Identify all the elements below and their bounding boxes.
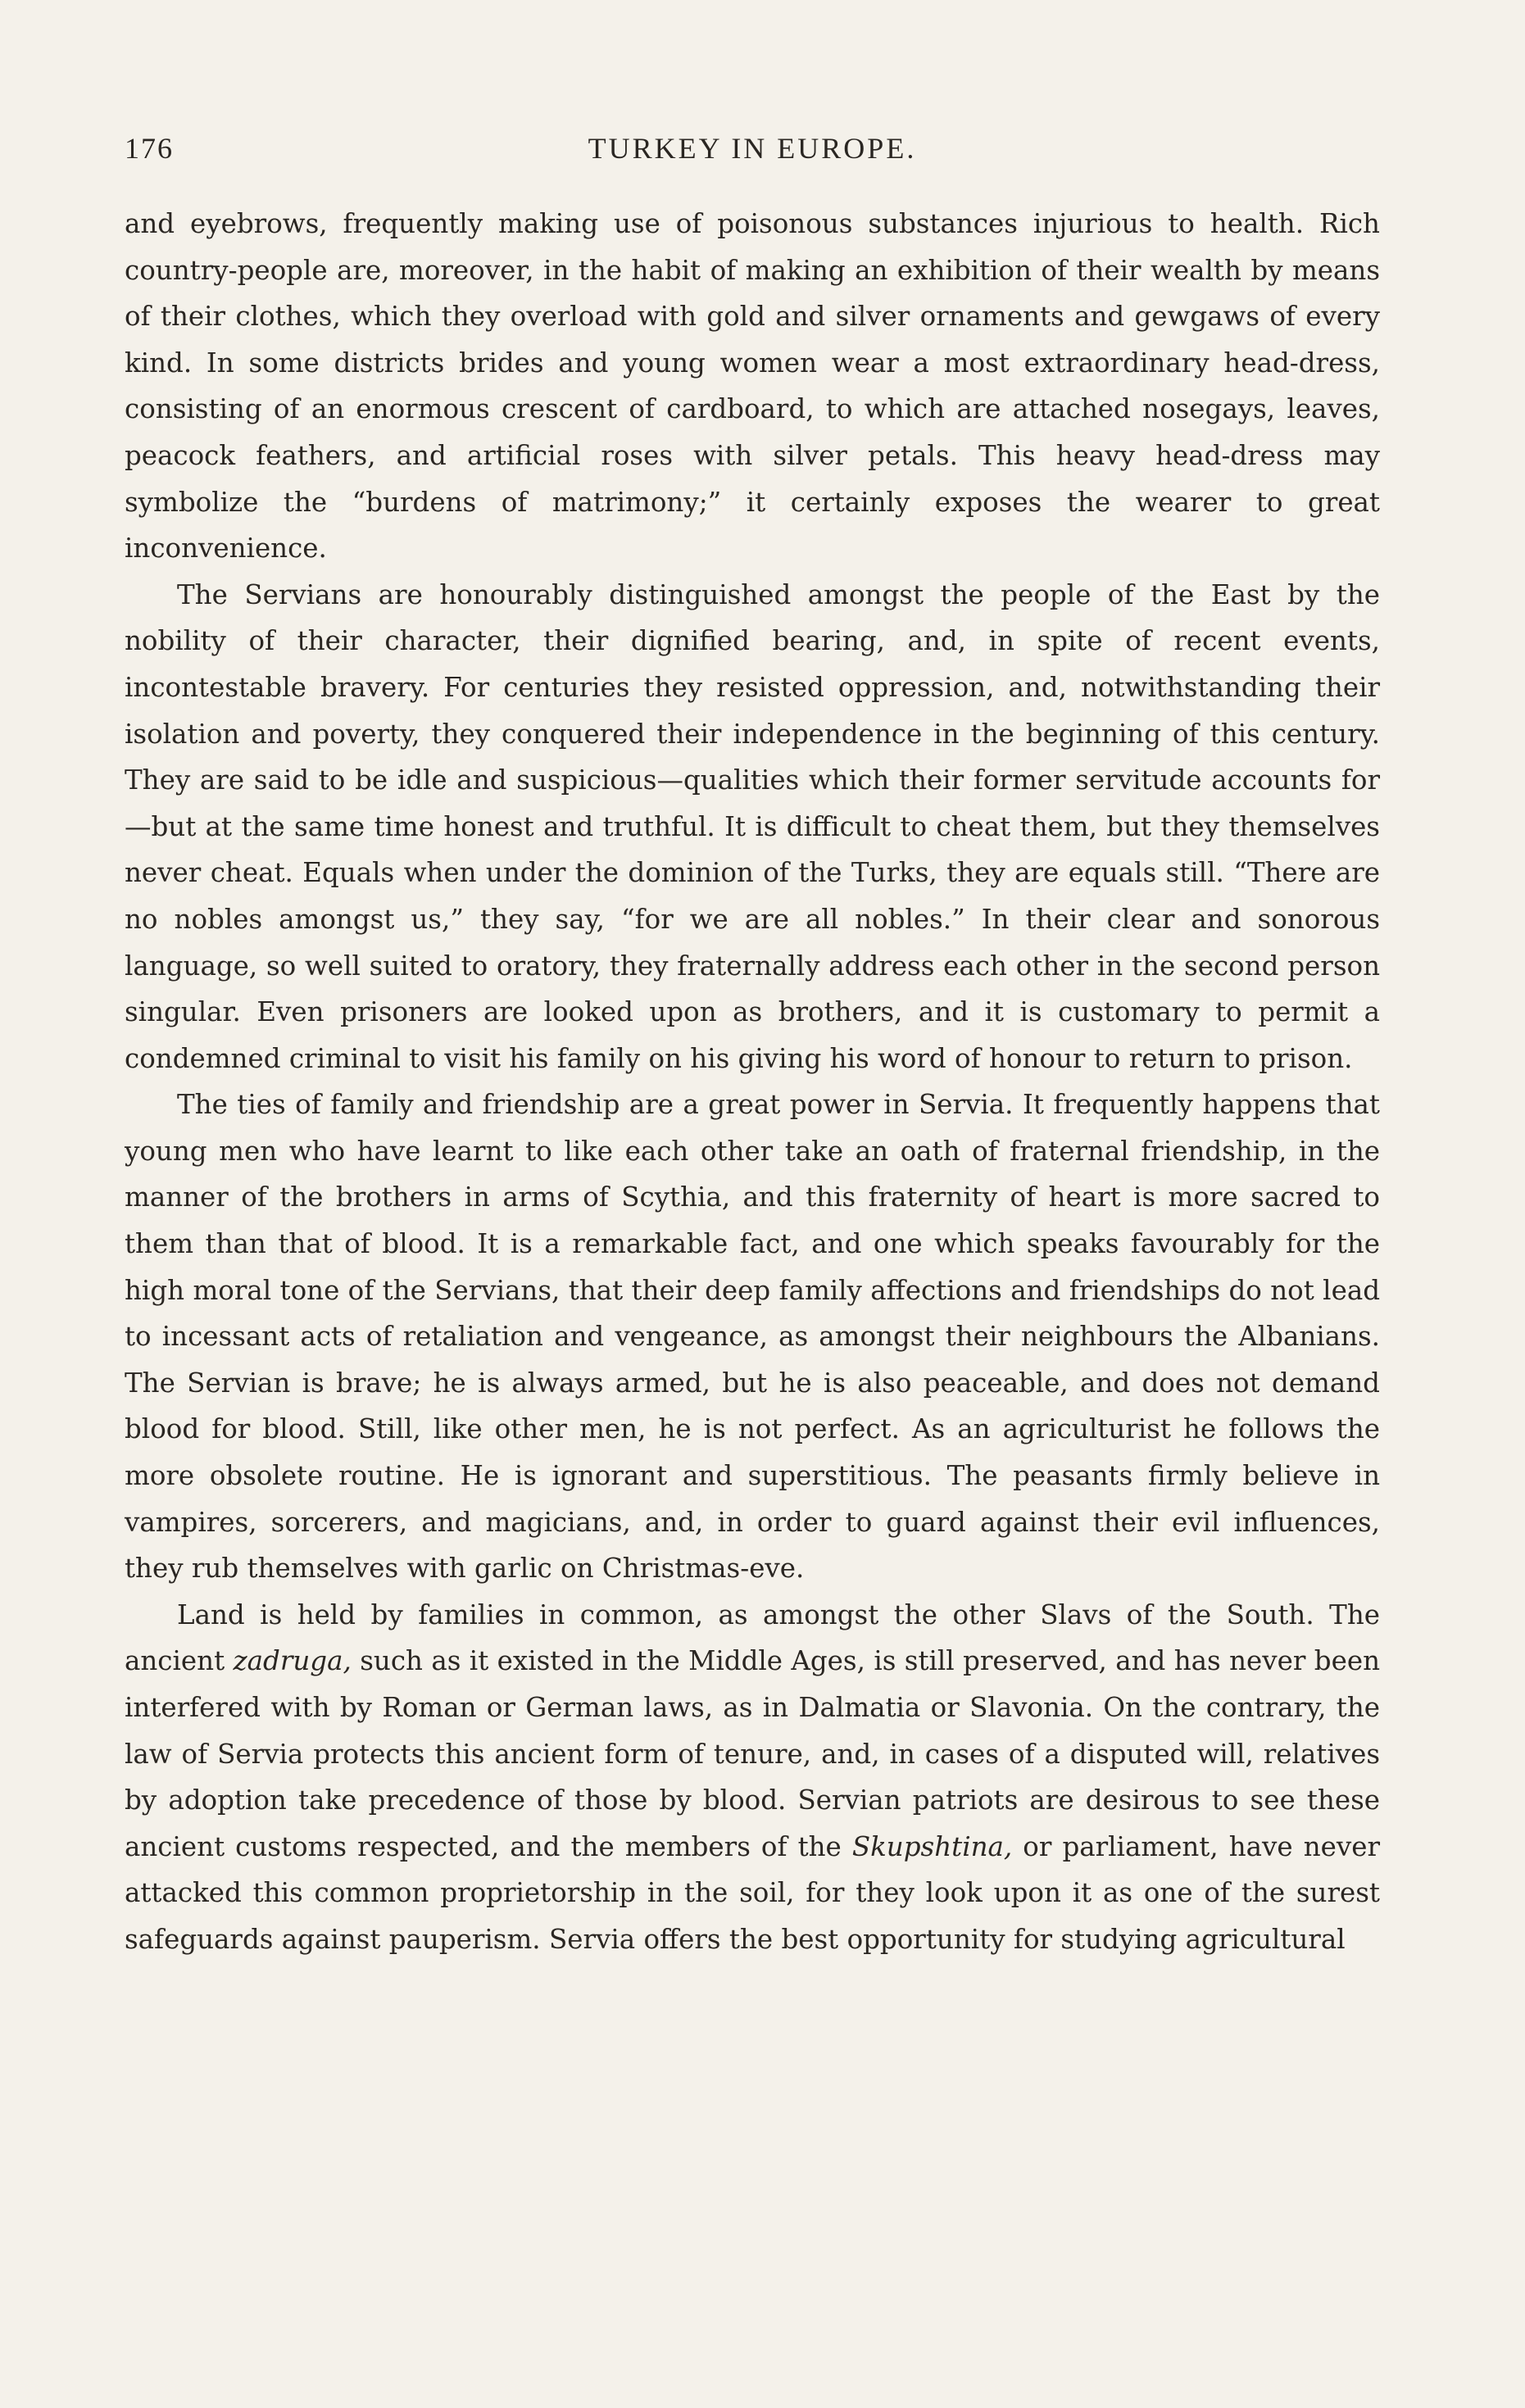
text-segment: and eyebrows, frequently making use of poisonous substances injurious to health. Rich country-people are, moreover, in the habit of making an exhibition of their wealth by means of their clothes, which they overload with gold and silver ornaments and gewgaws of every kind. In some districts brides and young women wear a most extraordinary head-dress, consisting of an enormous crescent of cardboard, to which are attached nosegays, leaves, peacock feathers, and artificial roses with silver petals. This heavy head-dress may symbolize the “burdens of matrimony;” it certainly exposes the wearer to great inconvenience.: [125, 208, 1380, 565]
running-head: TURKEY IN EUROPE.: [588, 132, 917, 165]
text-segment: Land is held by families in common, as amongst the other Slavs of the South. The ancient: [125, 1599, 1380, 1677]
body-text: [125, 201, 1380, 1963]
paragraph: [125, 1592, 1380, 1963]
text-segment: or parliament, have never attacked this common proprietorship in the soil, for they look upon it as one of the surest safeguards against pauperism. Servia offers the best opportunity for studying agricultural: [125, 1830, 1380, 1955]
text-segment: The Servians are honourably distinguished amongst the people of the East by the nobility of their character, their dignified bearing, and, in spite of recent events, incontestable bravery. For centuries they resisted oppression, and, notwithstanding their isolation and poverty, they conquered their independence in the beginning of this century. They are said to be idle and suspicious—qualities which their former servitude accounts for—but at the same time honest and truthful. It is difficult to cheat them, but they themselves never cheat. Equals when under the dominion of the Turks, they are equals still. “There are no nobles amongst us,” they say, “for we are all nobles.” In their clear and sonorous language, so well suited to oratory, they fraternally address each other in the second person singular. Even prisoners are looked upon as brothers, and it is customary to permit a condemned criminal to visit his family on his giving his word of honour to return to prison.: [125, 578, 1380, 1074]
italic-term-zadruga: zadruga,: [233, 1645, 352, 1677]
paragraph: [125, 201, 1380, 572]
text-segment: The ties of family and friendship are a great power in Servia. It frequently happens that young men who have learnt to like each other take an oath of fraternal friendship, in the manner of the brothers in arms of Scythia, and this fraternity of heart is more sacred to them than that of blood. It is a remarkable fact, and one which speaks favourably for the high moral tone of the Servians, that their deep family affections and friendships do not lead to incessant acts of retaliation and vengeance, as amongst their neighbours the Albanians. The Servian is brave; he is always armed, but he is also peaceable, and does not demand blood for blood. Still, like other men, he is not perfect. As an agriculturist he follows the more obsolete routine. He is ignorant and superstitious. The peasants firmly believe in vampires, sorcerers, and magicians, and, in order to guard against their evil influences, they rub themselves with garlic on Christmas-eve.: [125, 1089, 1380, 1585]
page-number: 176: [125, 132, 174, 165]
paragraph: [125, 1082, 1380, 1592]
italic-term-skupshtina: Skupshtina,: [851, 1830, 1013, 1862]
page-header: [125, 131, 1380, 172]
paragraph: [125, 572, 1380, 1082]
text-segment: such as it existed in the Middle Ages, is still preserved, and has never been interfered with by Roman or German laws, as in Dalmatia or Slavonia. On the contrary, the law of Servia protects this ancient form of tenure, and, in cases of a disputed will, relatives by adoption take precedence of those by blood. Servian patriots are desirous to see these ancient customs respected, and the members of the: [125, 1645, 1381, 1862]
